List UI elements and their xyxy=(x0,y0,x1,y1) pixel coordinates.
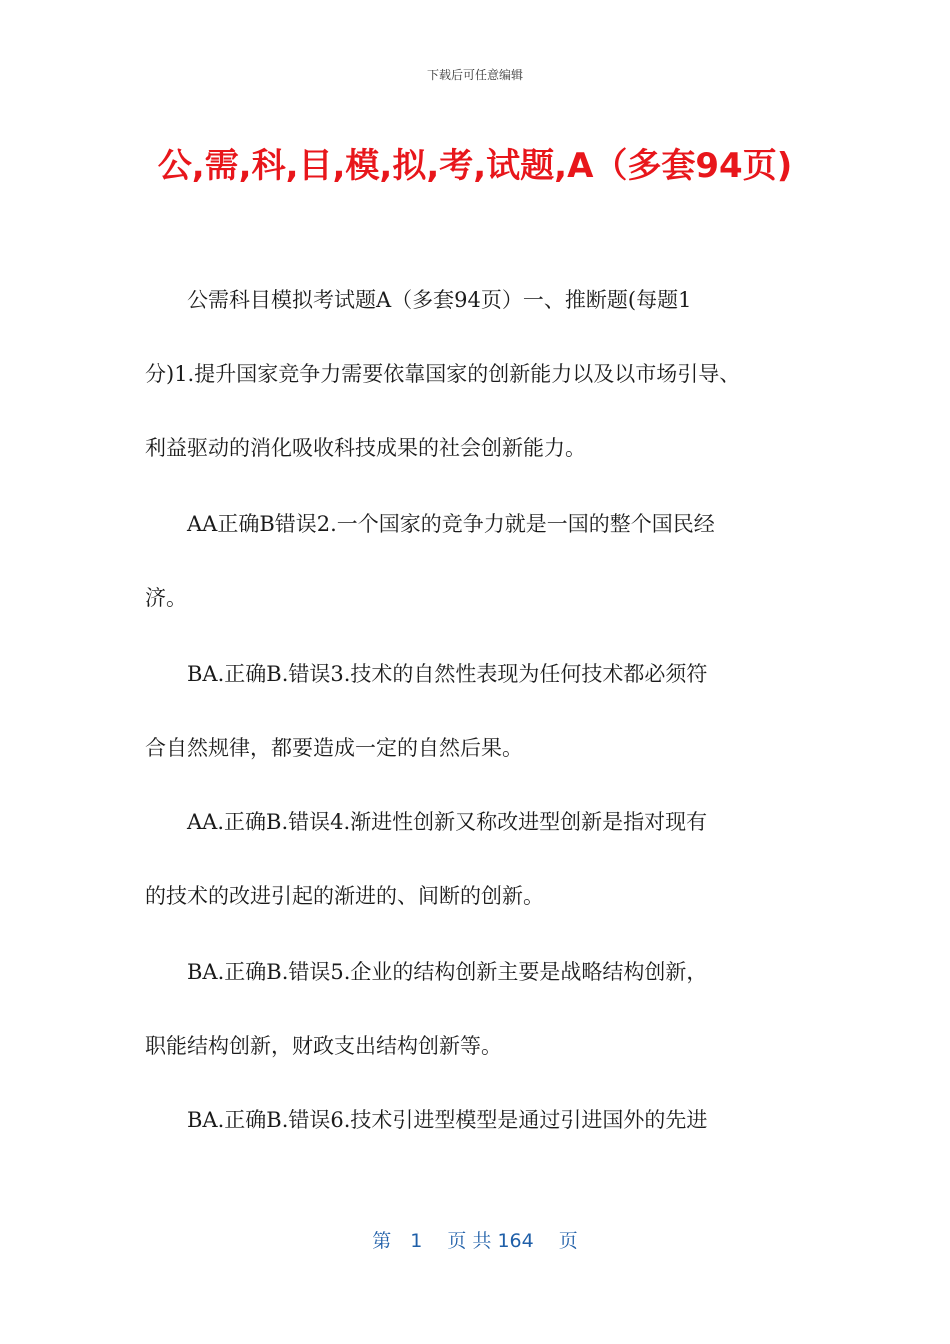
body-line: 公需科目模拟考试题A（多套94页）一、推断题(每题1 xyxy=(145,288,692,312)
body-line: 济。 xyxy=(145,586,187,610)
body-line: BA.正确B.错误5.企业的结构创新主要是战略结构创新， xyxy=(145,960,708,984)
header-note: 下载后可任意编辑 xyxy=(426,68,523,82)
body-line: 职能结构创新，财政支出结构创新等。 xyxy=(145,1034,502,1058)
body-line: 的技术的改进引起的渐进的、间断的创新。 xyxy=(145,884,544,908)
document-title: 公,需,科,目,模,拟,考,试题,A（多套94页) xyxy=(157,146,793,186)
body-line: 合自然规律，都要造成一定的自然后果。 xyxy=(145,736,523,760)
body-line: AA正确B错误2.一个国家的竞争力就是一国的整个国民经 xyxy=(145,512,715,536)
body-line: 利益驱动的消化吸收科技成果的社会创新能力。 xyxy=(145,436,586,460)
body-line: BA.正确B.错误3.技术的自然性表现为任何技术都必须符 xyxy=(145,662,708,686)
body-line: AA.正确B.错误4.渐进性创新又称改进型创新是指对现有 xyxy=(145,810,708,834)
body-line: 分)1.提升国家竞争力需要依靠国家的创新能力以及以市场引导、 xyxy=(145,362,741,386)
page-number-footer: 第 1 页 共 164 页 xyxy=(372,1230,578,1252)
body-line: BA.正确B.错误6.技术引进型模型是通过引进国外的先进 xyxy=(145,1108,708,1132)
